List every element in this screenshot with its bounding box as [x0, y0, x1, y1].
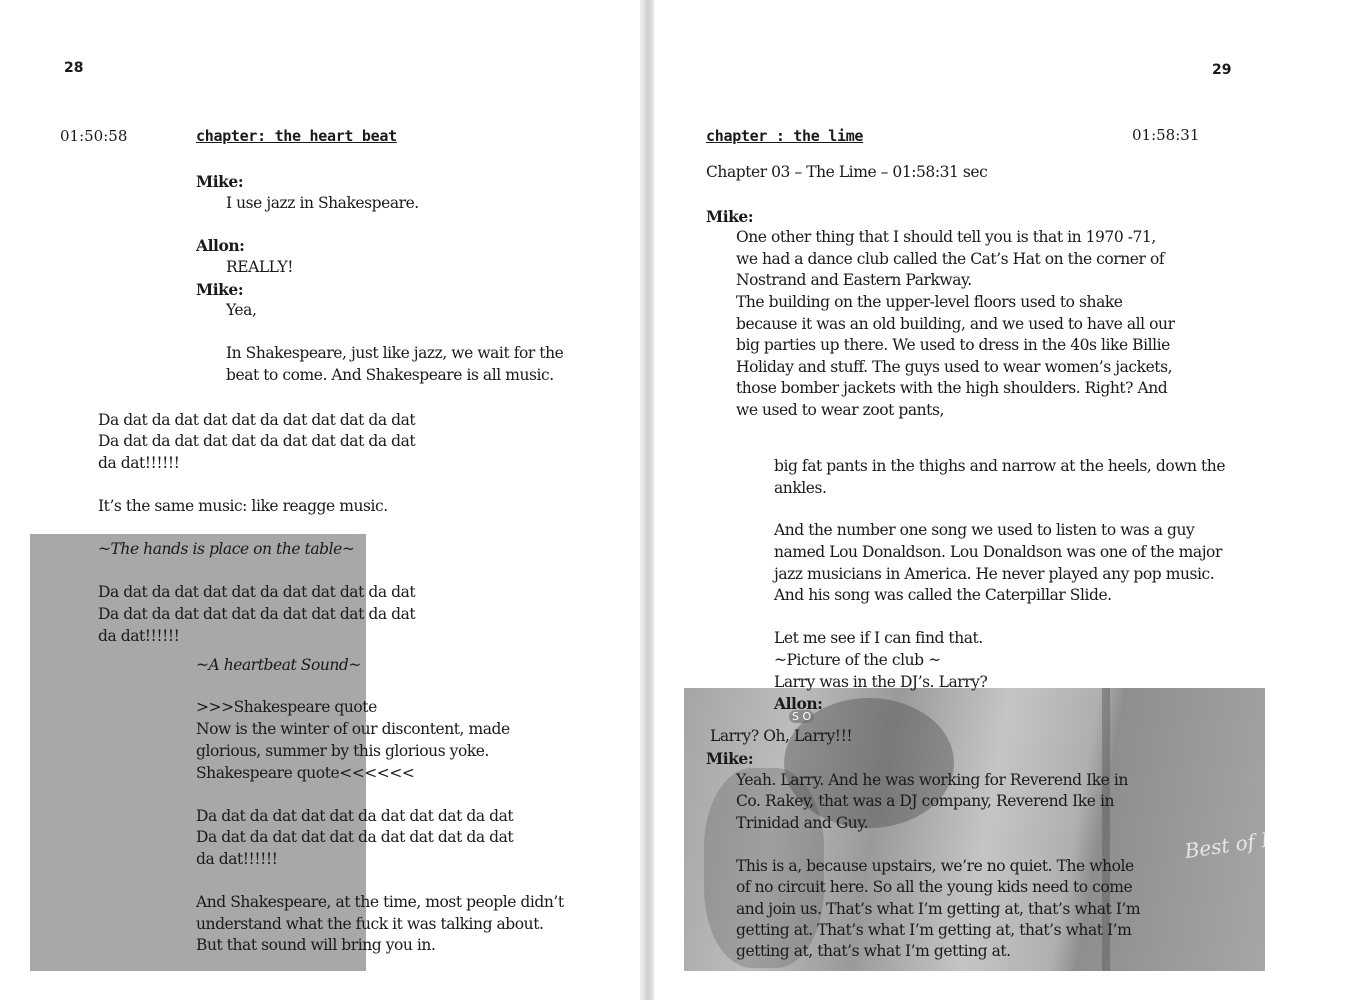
- dialogue-line: jazz musicians in America. He never played any pop music.: [774, 565, 1215, 583]
- speaker-label: Mike:: [706, 749, 754, 768]
- speaker-label: Mike:: [706, 207, 754, 226]
- rhythm-line: Da dat da dat dat dat da dat dat dat da dat: [98, 411, 416, 429]
- dialogue-line: Yeah. Larry. And he was working for Reverend Ike in: [736, 771, 1128, 789]
- stage-direction: ~A heartbeat Sound~: [196, 656, 361, 674]
- dialogue-line: we had a dance club called the Cat’s Hat on the corner of: [736, 250, 1165, 268]
- dialogue-line: Co. Rakey, that was a DJ company, Reverend Ike in: [736, 792, 1114, 810]
- dialogue-line: we used to wear zoot pants,: [736, 401, 944, 419]
- timecode: 01:50:58: [60, 127, 128, 145]
- quote-line: >>>Shakespeare quote: [196, 698, 377, 716]
- dialogue-line: Holiday and stuff. The guys used to wear women’s jackets,: [736, 358, 1173, 376]
- stage-direction: ~Picture of the club ~: [774, 651, 941, 669]
- dialogue-line: This is a, because upstairs, we’re no quiet. The whole: [736, 857, 1134, 875]
- dialogue-line: named Lou Donaldson. Lou Donaldson was one of the major: [774, 543, 1222, 561]
- dialogue-line: those bomber jackets with the high shoulders. Right? And: [736, 379, 1168, 397]
- dialogue-line: In Shakespeare, just like jazz, we wait for the: [226, 344, 564, 362]
- dialogue-line: getting at. That’s what I’m getting at, that’s what I’m: [736, 921, 1132, 939]
- rhythm-line: da dat!!!!!!: [196, 850, 278, 868]
- chapter-heading: chapter : the lime: [706, 127, 864, 145]
- timecode: 01:58:31: [1132, 126, 1200, 144]
- page-number: 29: [1212, 62, 1232, 78]
- chapter-title-line: Chapter 03 – The Lime – 01:58:31 sec: [706, 163, 988, 181]
- rhythm-line: Da dat da dat dat dat da dat dat dat da dat: [196, 807, 514, 825]
- dialogue-line: Larry? Oh, Larry!!!: [710, 727, 853, 745]
- rhythm-line: da dat!!!!!!: [98, 454, 180, 472]
- left-page: [0, 0, 640, 1000]
- speaker-label: Allon:: [774, 694, 823, 713]
- dialogue-line: big fat pants in the thighs and narrow at the heels, down the: [774, 457, 1226, 475]
- dialogue-line: of no circuit here. So all the young kids need to come: [736, 878, 1133, 896]
- dialogue-line: Larry was in the DJ’s. Larry?: [774, 673, 988, 691]
- dialogue-line: big parties up there. We used to dress in the 40s like Billie: [736, 336, 1170, 354]
- dialogue-line: ankles.: [774, 479, 827, 497]
- dialogue-line: getting at, that’s what I’m getting at.: [736, 942, 1011, 960]
- right-page: [654, 0, 1346, 1000]
- quote-line: Shakespeare quote<<<<<<: [196, 764, 415, 782]
- speaker-label: Allon:: [196, 236, 245, 255]
- dialogue-line: Let me see if I can find that.: [774, 629, 983, 647]
- rhythm-line: Da dat da dat dat dat da dat dat dat da dat: [98, 432, 416, 450]
- dialogue-line: REALLY!: [226, 258, 294, 276]
- dialogue-line: Trinidad and Guy.: [736, 814, 869, 832]
- dialogue-line: and join us. That’s what I’m getting at, that’s what I’m: [736, 900, 1141, 918]
- quote-line: glorious, summer by this glorious yoke.: [196, 742, 490, 760]
- rhythm-line: Da dat da dat dat dat da dat dat dat da dat: [98, 583, 416, 601]
- rhythm-line: Da dat da dat dat dat da dat dat dat da dat: [196, 828, 514, 846]
- dialogue-line: The building on the upper-level floors used to shake: [736, 293, 1123, 311]
- dialogue-line: because it was an old building, and we used to have all our: [736, 315, 1175, 333]
- stage-direction: ~The hands is place on the table~: [98, 540, 355, 558]
- dialogue-line: I use jazz in Shakespeare.: [226, 194, 419, 212]
- quote-line: Now is the winter of our discontent, made: [196, 720, 510, 738]
- page-number: 28: [64, 60, 84, 76]
- text-line: And Shakespeare, at the time, most people didn’t: [196, 893, 564, 911]
- chapter-heading: chapter: the heart beat: [196, 127, 397, 145]
- rhythm-line: Da dat da dat dat dat da dat dat dat da dat: [98, 605, 416, 623]
- text-line: It’s the same music: like reagge music.: [98, 497, 388, 515]
- speaker-label: Mike:: [196, 172, 244, 191]
- text-line: understand what the fuck it was talking about.: [196, 915, 544, 933]
- dialogue-line: Yea,: [226, 301, 257, 319]
- dialogue-line: beat to come. And Shakespeare is all music.: [226, 366, 554, 384]
- dialogue-line: And his song was called the Caterpillar Slide.: [774, 586, 1112, 604]
- rhythm-line: da dat!!!!!!: [98, 627, 180, 645]
- dialogue-line: Nostrand and Eastern Parkway.: [736, 271, 972, 289]
- photo-logo-badge: S O: [789, 710, 814, 723]
- photo-poster-text: Best of ELLA FI: [1183, 816, 1346, 864]
- text-line: But that sound will bring you in.: [196, 936, 436, 954]
- dialogue-line: And the number one song we used to listen to was a guy: [774, 521, 1195, 539]
- speaker-label: Mike:: [196, 280, 244, 299]
- dialogue-line: One other thing that I should tell you is that in 1970 -71,: [736, 228, 1156, 246]
